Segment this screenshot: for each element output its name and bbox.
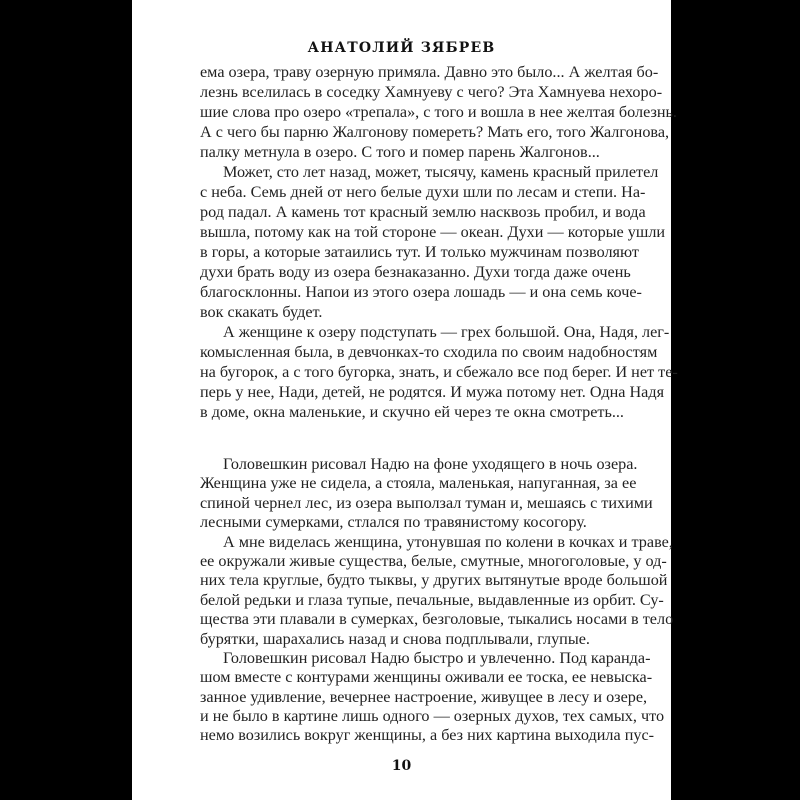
text-line: Женщина уже не сидела, а стояла, маленькая, напуганная, за ее (200, 474, 637, 493)
text-line: щества эти плавали в сумерках, безголовые, тыкались носами в тело (200, 610, 674, 629)
text-line: палку метнула в озеро. С того и помер парень Жалгонов... (200, 143, 600, 161)
text-line: Головешкин рисовал Надю быстро и увлеченно. Под каранда- (223, 648, 651, 667)
text-line: в горы, а которые затаились тут. И только мужчинам позволяют (200, 243, 639, 261)
text-line: занное удивление, вечернее настроение, живущее в лесу и озере, (200, 687, 648, 706)
text-line: вок скакать будет. (200, 303, 323, 321)
text-line: духи брать воду из озера безнаказанно. Духи тогда даже очень (200, 263, 631, 281)
text-line: на бугорок, а с того бугорка, знать, и сбежало все под берег. И нет те- (200, 363, 678, 381)
text-block-1 (200, 62, 678, 422)
text-block-2 (200, 455, 674, 746)
text-line: ема озера, траву озерную примяла. Давно это было... А желтая бо- (200, 63, 659, 81)
text-line: шие слова про озеро «трепала», с того и вошла в нее желтая болезнь. (200, 103, 677, 121)
text-line: бурятки, шарахались назад и снова подплывали, глупые. (200, 629, 590, 648)
text-line: лезнь вселилась в соседку Хамнуеву с чего? Эта Хамнуева нехоро- (200, 83, 663, 101)
text-line: шом вместе с контурами женщины оживали ее тоска, ее невыска- (200, 668, 653, 687)
text-line: ее окружали живые существа, белые, смутные, многоголовые, у од- (200, 551, 667, 570)
text-line: А женщине к озеру подступать — грех большой. Она, Надя, лег- (223, 323, 670, 341)
text-line: лесными сумерками, стлался по травянистому косогору. (200, 513, 587, 532)
running-header: АНАТОЛИЙ ЗЯБРЕВ (307, 40, 496, 56)
text-line: вышла, потому как на той стороне — океан. Духи — которые ушли (200, 223, 666, 241)
text-line: благосклонны. Напои из этого озера лошадь — и она семь коче- (200, 283, 642, 301)
text-line: род падал. А камень тот красный землю насквозь пробил, и вода (200, 203, 646, 221)
text-line: и не было в картине лишь одного — озерных духов, тех самых, что (200, 707, 665, 726)
text-line: них тела круглые, будто тыквы, у других вытянутые вроде большой (200, 571, 668, 590)
text-line: комысленная была, в девчонках-то сходила по своим надобностям (200, 343, 658, 361)
book-page (132, 0, 678, 800)
text-line: в доме, окна маленькие, и скучно ей через те окна смотреть... (200, 403, 624, 421)
text-line: перь у нее, Нади, детей, не родятся. И мужа потому нет. Одна Надя (200, 383, 665, 401)
text-line: А мне виделась женщина, утонувшая по колени в кочках и траве, (223, 532, 673, 551)
page-number: 10 (391, 758, 412, 774)
text-line: Может, сто лет назад, может, тысячу, камень красный прилетел (223, 163, 659, 181)
text-line: Головешкин рисовал Надю на фоне уходящего в ночь озера. (223, 455, 638, 473)
text-line: белой редьки и глаза тупые, печальные, выдавленные из орбит. Су- (200, 590, 664, 609)
text-line: с неба. Семь дней от него белые духи шли по лесам и степи. На- (200, 183, 646, 201)
text-line: А с чего бы парню Жалгонову помереть? Мать его, того Жалгонова, (200, 123, 670, 141)
text-line: немо возились вокруг женщины, а без них картина выходила пус- (200, 726, 655, 745)
text-line: спиной чернел лес, из озера выползал туман и, мешаясь с тихими (200, 493, 653, 512)
